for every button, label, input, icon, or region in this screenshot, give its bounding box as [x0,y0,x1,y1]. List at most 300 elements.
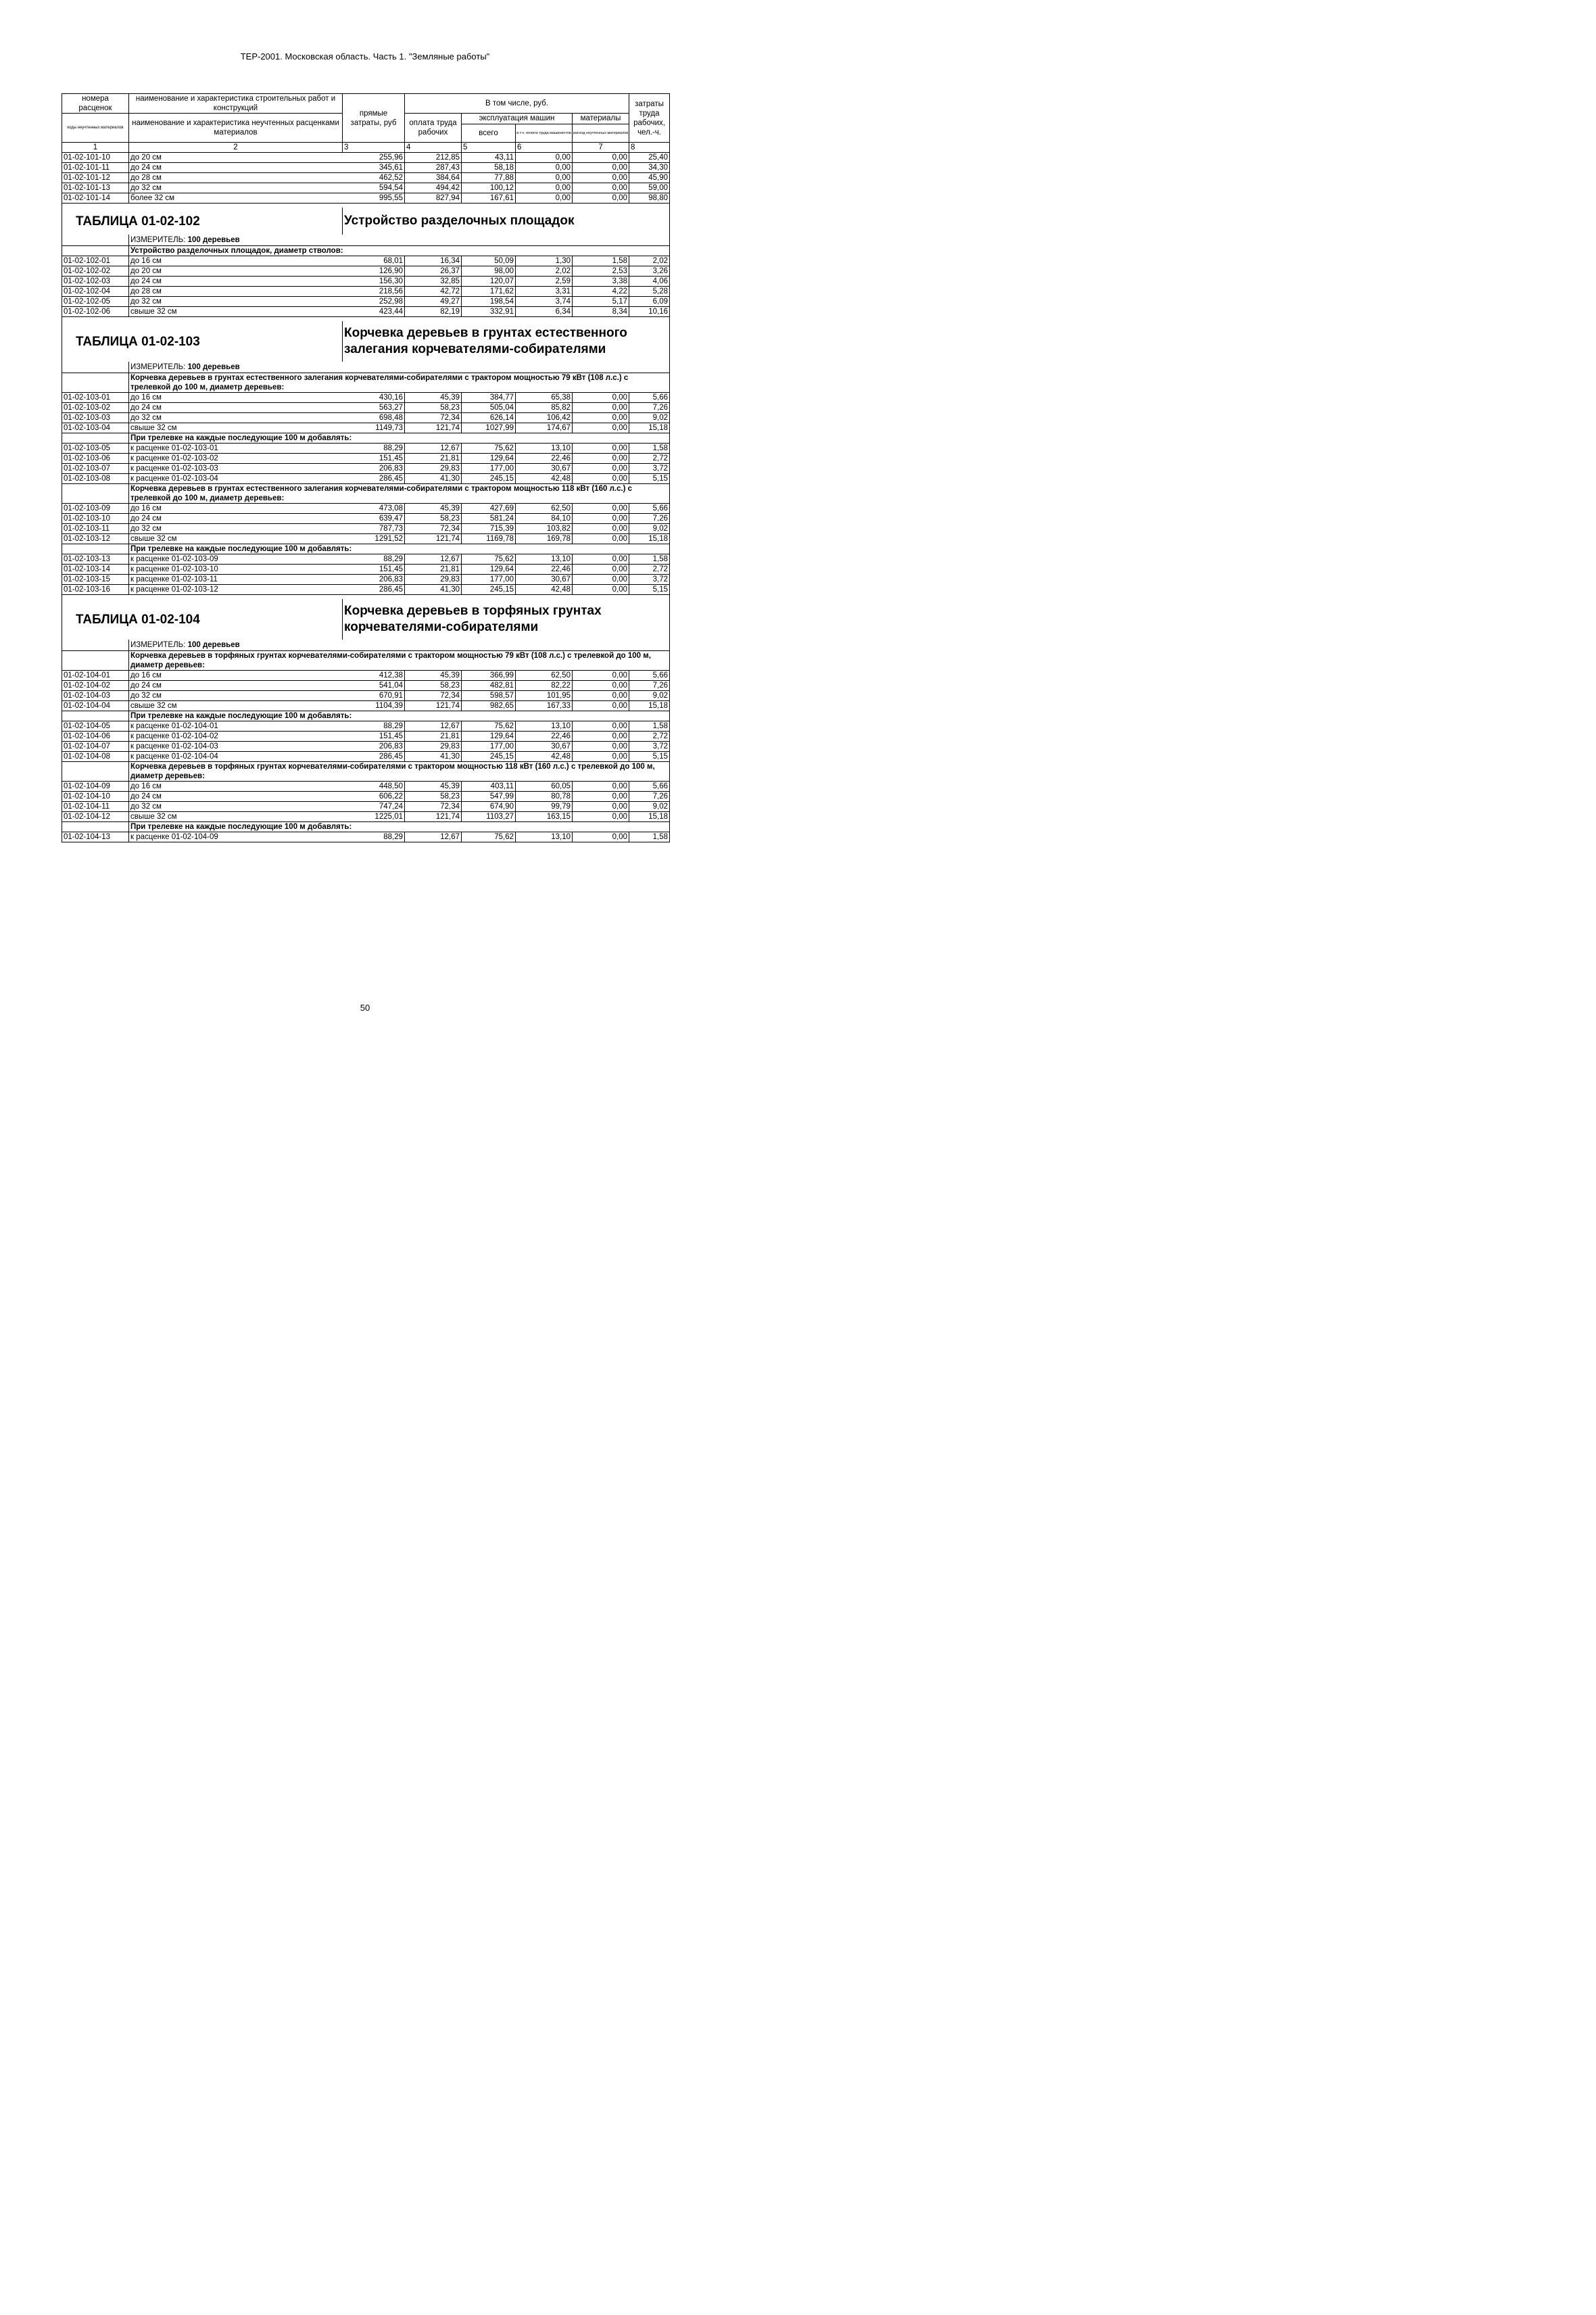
labor-pay-cell: 82,19 [405,307,462,317]
materials-cell: 0,00 [573,534,629,544]
table-row [62,163,670,173]
measure-row [62,235,670,246]
rate-name: свыше 32 см [129,701,343,711]
direct-costs-cell: 1149,73 [343,423,405,433]
labor-pay-cell: 12,67 [405,554,462,565]
rate-code: 01-02-104-06 [62,732,129,742]
table-title: Корчевка деревьев в грунтах естественного залегания корчевателями-собирателями [343,321,670,362]
table-row [62,721,670,732]
rates-table [62,93,670,842]
labor-pay-cell: 45,39 [405,671,462,681]
table-row [62,732,670,742]
machine-total-cell: 1169,78 [462,534,516,544]
machinist-pay-cell: 0,00 [516,163,573,173]
rate-name: до 32 см [129,183,343,193]
direct-costs-cell: 639,47 [343,514,405,524]
machine-total-cell: 581,24 [462,514,516,524]
labor-hours-cell: 15,18 [629,423,670,433]
machine-total-cell: 75,62 [462,444,516,454]
table-row [62,193,670,204]
group-code-blank [62,433,129,444]
machine-total-cell: 129,64 [462,732,516,742]
materials-cell: 5,17 [573,297,629,307]
group-heading: При трелевке на каждые последующие 100 м добавлять: [129,433,670,444]
header-naim2: наименование и характеристика неучтенных расценками материалов [129,114,343,143]
table-row [62,565,670,575]
labor-pay-cell: 21,81 [405,565,462,575]
measure-label: ИЗМЕРИТЕЛЬ: [130,362,186,371]
group-code-blank [62,246,129,256]
table-row [62,287,670,297]
rate-name: до 16 см [129,671,343,681]
materials-cell: 0,00 [573,173,629,183]
measure-value: 100 деревьев [187,362,240,371]
table-row [62,183,670,193]
labor-hours-cell: 3,72 [629,575,670,585]
machinist-pay-cell: 62,50 [516,671,573,681]
rate-code: 01-02-102-01 [62,256,129,266]
table-row [62,514,670,524]
materials-cell: 0,00 [573,403,629,413]
table-row [62,403,670,413]
direct-costs-cell: 286,45 [343,585,405,595]
labor-hours-cell: 5,15 [629,474,670,484]
labor-hours-cell: 6,09 [629,297,670,307]
direct-costs-cell: 698,48 [343,413,405,423]
direct-costs-cell: 252,98 [343,297,405,307]
rate-code: 01-02-103-06 [62,454,129,464]
machinist-pay-cell: 103,82 [516,524,573,534]
direct-costs-cell: 88,29 [343,554,405,565]
labor-hours-cell: 59,00 [629,183,670,193]
table-row [62,277,670,287]
materials-cell: 2,53 [573,266,629,277]
header-rashod: расход неучтенных материалов [573,130,629,135]
labor-hours-cell: 3,26 [629,266,670,277]
rates-document [62,93,669,842]
group-heading: При трелевке на каждые последующие 100 м добавлять: [129,711,670,721]
materials-cell: 0,00 [573,681,629,691]
materials-cell: 0,00 [573,454,629,464]
rate-code: 01-02-103-03 [62,413,129,423]
rate-name: к расценке 01-02-104-02 [129,732,343,742]
labor-hours-cell: 10,16 [629,307,670,317]
rate-name: до 20 см [129,153,343,163]
labor-pay-cell: 41,30 [405,474,462,484]
direct-costs-cell: 1291,52 [343,534,405,544]
labor-hours-cell: 2,72 [629,732,670,742]
machinist-pay-cell: 101,95 [516,691,573,701]
rate-name: до 24 см [129,277,343,287]
labor-pay-cell: 384,64 [405,173,462,183]
labor-pay-cell: 26,37 [405,266,462,277]
direct-costs-cell: 541,04 [343,681,405,691]
labor-hours-cell: 5,66 [629,393,670,403]
machine-total-cell: 129,64 [462,565,516,575]
group-heading-row [62,484,670,504]
labor-pay-cell: 32,85 [405,277,462,287]
labor-hours-cell: 4,06 [629,277,670,287]
rate-name: до 28 см [129,173,343,183]
materials-cell: 0,00 [573,554,629,565]
direct-costs-cell: 206,83 [343,575,405,585]
measure-value: 100 деревьев [187,235,240,244]
group-heading-row [62,373,670,393]
direct-costs-cell: 88,29 [343,832,405,842]
table-title-row [62,208,670,235]
header-num-2: 2 [129,143,343,153]
rate-name: свыше 32 см [129,423,343,433]
direct-costs-cell: 430,16 [343,393,405,403]
labor-pay-cell: 29,83 [405,464,462,474]
rate-name: до 32 см [129,691,343,701]
labor-pay-cell: 12,67 [405,721,462,732]
labor-hours-cell: 2,02 [629,256,670,266]
group-code-blank [62,373,129,393]
rate-code: 01-02-104-12 [62,812,129,822]
rate-code: 01-02-101-10 [62,153,129,163]
materials-cell: 0,00 [573,812,629,822]
rate-name: к расценке 01-02-103-11 [129,575,343,585]
machine-total-cell: 1103,27 [462,812,516,822]
direct-costs-cell: 462,52 [343,173,405,183]
rate-code: 01-02-101-11 [62,163,129,173]
table-row [62,554,670,565]
materials-cell: 0,00 [573,423,629,433]
rate-name: к расценке 01-02-103-01 [129,444,343,454]
materials-cell: 0,00 [573,504,629,514]
table-row [62,792,670,802]
labor-hours-cell: 9,02 [629,413,670,423]
labor-hours-cell: 3,72 [629,742,670,752]
group-heading: Корчевка деревьев в торфяных грунтах корчевателями-собирателями с трактором мощностью 118 кВт (160 л.с.) с трелевкой до 100 м, диаметр деревьев: [129,762,670,782]
header-vsego: всего [462,124,516,142]
labor-pay-cell: 121,74 [405,423,462,433]
measure-value: 100 деревьев [187,640,240,649]
header-num-8: 8 [629,143,670,153]
machine-total-cell: 626,14 [462,413,516,423]
rate-name: к расценке 01-02-103-10 [129,565,343,575]
labor-hours-cell: 7,26 [629,792,670,802]
labor-hours-cell: 9,02 [629,802,670,812]
rate-name: свыше 32 см [129,534,343,544]
machine-total-cell: 715,39 [462,524,516,534]
labor-hours-cell: 5,66 [629,671,670,681]
table-label: ТАБЛИЦА 01-02-103 [62,321,343,362]
header-zatraty: затраты труда рабочих, чел.-ч. [629,94,670,143]
machine-total-cell: 58,18 [462,163,516,173]
direct-costs-cell: 1225,01 [343,812,405,822]
table-row [62,681,670,691]
machinist-pay-cell: 22,46 [516,454,573,464]
measure-cell [129,235,670,246]
direct-costs-cell: 156,30 [343,277,405,287]
header-ekspl-group [462,114,573,143]
rate-code: 01-02-104-05 [62,721,129,732]
rate-code: 01-02-103-11 [62,524,129,534]
rate-code: 01-02-103-10 [62,514,129,524]
direct-costs-cell: 218,56 [343,287,405,297]
rate-code: 01-02-101-13 [62,183,129,193]
labor-hours-cell: 5,15 [629,585,670,595]
machinist-pay-cell: 22,46 [516,565,573,575]
materials-cell: 0,00 [573,802,629,812]
machinist-pay-cell: 42,48 [516,752,573,762]
labor-hours-cell: 5,66 [629,504,670,514]
table-row [62,534,670,544]
labor-pay-cell: 72,34 [405,691,462,701]
group-heading-row [62,246,670,256]
direct-costs-cell: 88,29 [343,444,405,454]
direct-costs-cell: 787,73 [343,524,405,534]
rate-code: 01-02-103-16 [62,585,129,595]
rate-name: до 24 см [129,403,343,413]
machinist-pay-cell: 0,00 [516,173,573,183]
machinist-pay-cell: 60,05 [516,782,573,792]
table-row [62,742,670,752]
machine-total-cell: 171,62 [462,287,516,297]
labor-pay-cell: 72,34 [405,413,462,423]
labor-pay-cell: 12,67 [405,444,462,454]
labor-hours-cell: 15,18 [629,701,670,711]
machinist-pay-cell: 84,10 [516,514,573,524]
machinist-pay-cell: 0,00 [516,153,573,163]
header-row-1 [62,94,670,114]
labor-hours-cell: 1,58 [629,444,670,454]
page-header: ТЕР-2001. Московская область. Часть 1. "Земляные работы" [240,51,490,62]
direct-costs-cell: 88,29 [343,721,405,732]
labor-pay-cell: 58,23 [405,403,462,413]
table-row [62,832,670,842]
materials-cell: 0,00 [573,464,629,474]
rate-code: 01-02-102-04 [62,287,129,297]
machine-total-cell: 245,15 [462,585,516,595]
labor-pay-cell: 494,42 [405,183,462,193]
labor-pay-cell: 72,34 [405,802,462,812]
machinist-pay-cell: 2,02 [516,266,573,277]
labor-hours-cell: 5,28 [629,287,670,297]
machine-total-cell: 674,90 [462,802,516,812]
table-row [62,266,670,277]
labor-hours-cell: 98,80 [629,193,670,204]
materials-cell: 0,00 [573,444,629,454]
machine-total-cell: 77,88 [462,173,516,183]
machine-total-cell: 50,09 [462,256,516,266]
measure-cell [129,362,670,373]
header-vtch: в т.ч. оплата труда машинистов [516,130,571,135]
rate-name: до 28 см [129,287,343,297]
direct-costs-cell: 286,45 [343,474,405,484]
table-row [62,454,670,464]
rate-code: 01-02-104-08 [62,752,129,762]
table-row [62,297,670,307]
table-row [62,504,670,514]
labor-pay-cell: 42,72 [405,287,462,297]
rate-code: 01-02-103-05 [62,444,129,454]
machine-total-cell: 75,62 [462,554,516,565]
rate-name: до 16 см [129,504,343,514]
machinist-pay-cell: 2,59 [516,277,573,287]
labor-pay-cell: 41,30 [405,752,462,762]
labor-pay-cell: 287,43 [405,163,462,173]
labor-hours-cell: 1,58 [629,832,670,842]
labor-hours-cell: 3,72 [629,464,670,474]
machinist-pay-cell: 13,10 [516,444,573,454]
direct-costs-cell: 412,38 [343,671,405,681]
labor-pay-cell: 29,83 [405,575,462,585]
labor-pay-cell: 29,83 [405,742,462,752]
table-row [62,575,670,585]
materials-cell: 0,00 [573,585,629,595]
group-code-blank [62,762,129,782]
direct-costs-cell: 126,90 [343,266,405,277]
materials-cell: 0,00 [573,153,629,163]
materials-cell: 0,00 [573,742,629,752]
rate-code: 01-02-104-13 [62,832,129,842]
group-heading: Устройство разделочных площадок, диаметр стволов: [129,246,670,256]
table-row [62,256,670,266]
group-heading-row [62,822,670,832]
table-title: Устройство разделочных площадок [343,208,670,235]
machinist-pay-cell: 30,67 [516,575,573,585]
table-label: ТАБЛИЦА 01-02-104 [62,599,343,640]
direct-costs-cell: 1104,39 [343,701,405,711]
materials-cell: 0,00 [573,514,629,524]
machine-total-cell: 547,99 [462,792,516,802]
labor-hours-cell: 7,26 [629,403,670,413]
table-row [62,701,670,711]
rate-code: 01-02-101-12 [62,173,129,183]
machine-total-cell: 120,07 [462,277,516,287]
direct-costs-cell: 255,96 [343,153,405,163]
rate-name: до 16 см [129,782,343,792]
materials-cell: 1,58 [573,256,629,266]
direct-costs-cell: 448,50 [343,782,405,792]
header-num-3: 3 [343,143,405,153]
direct-costs-cell: 151,45 [343,454,405,464]
direct-costs-cell: 995,55 [343,193,405,204]
rate-name: до 32 см [129,297,343,307]
materials-cell: 0,00 [573,732,629,742]
direct-costs-cell: 563,27 [343,403,405,413]
machine-total-cell: 1027,99 [462,423,516,433]
machinist-pay-cell: 169,78 [516,534,573,544]
header-num-4: 4 [405,143,462,153]
group-heading: Корчевка деревьев в торфяных грунтах корчевателями-собирателями с трактором мощностью 79 кВт (108 л.с.) с трелевкой до 100 м, диаметр деревьев: [129,651,670,671]
materials-cell: 0,00 [573,792,629,802]
machinist-pay-cell: 30,67 [516,742,573,752]
materials-cell: 0,00 [573,393,629,403]
direct-costs-cell: 68,01 [343,256,405,266]
machine-total-cell: 982,65 [462,701,516,711]
labor-pay-cell: 21,81 [405,732,462,742]
labor-hours-cell: 15,18 [629,812,670,822]
machinist-pay-cell: 0,00 [516,183,573,193]
machine-total-cell: 505,04 [462,403,516,413]
direct-costs-cell: 345,61 [343,163,405,173]
labor-pay-cell: 72,34 [405,524,462,534]
rate-code: 01-02-102-02 [62,266,129,277]
group-heading: Корчевка деревьев в грунтах естественного залегания корчевателями-собирателями с трактором мощностью 79 кВт (108 л.с.) с трелевкой до 100 м, диаметр деревьев: [129,373,670,393]
group-heading: При трелевке на каждые последующие 100 м добавлять: [129,544,670,554]
machine-total-cell: 177,00 [462,575,516,585]
machinist-pay-cell: 65,38 [516,393,573,403]
materials-cell: 0,00 [573,183,629,193]
labor-hours-cell: 9,02 [629,691,670,701]
materials-cell: 8,34 [573,307,629,317]
labor-hours-cell: 7,26 [629,514,670,524]
measure-row [62,640,670,651]
direct-costs-cell: 206,83 [343,464,405,474]
rate-name: до 24 см [129,792,343,802]
rate-name: к расценке 01-02-103-12 [129,585,343,595]
header-num-6: 6 [516,143,573,153]
rate-code: 01-02-102-03 [62,277,129,287]
rate-name: до 32 см [129,413,343,423]
machinist-pay-cell: 22,46 [516,732,573,742]
rate-name: к расценке 01-02-104-09 [129,832,343,842]
labor-pay-cell: 41,30 [405,585,462,595]
rate-name: до 20 см [129,266,343,277]
labor-pay-cell: 49,27 [405,297,462,307]
machine-total-cell: 598,57 [462,691,516,701]
labor-pay-cell: 45,39 [405,504,462,514]
machine-total-cell: 75,62 [462,721,516,732]
machine-total-cell: 427,69 [462,504,516,514]
header-kody: коды неучтенных материалов [62,114,129,143]
direct-costs-cell: 473,08 [343,504,405,514]
rate-name: к расценке 01-02-104-04 [129,752,343,762]
rates-table-body [62,94,670,842]
rate-code: 01-02-103-12 [62,534,129,544]
rate-code: 01-02-104-01 [62,671,129,681]
table-row [62,812,670,822]
table-row [62,413,670,423]
labor-pay-cell: 12,67 [405,832,462,842]
labor-pay-cell: 45,39 [405,782,462,792]
measure-code-blank [62,235,129,246]
rate-code: 01-02-104-07 [62,742,129,752]
group-code-blank [62,711,129,721]
materials-cell: 0,00 [573,575,629,585]
labor-hours-cell: 7,26 [629,681,670,691]
machinist-pay-cell: 99,79 [516,802,573,812]
rate-name: до 16 см [129,256,343,266]
direct-costs-cell: 606,22 [343,792,405,802]
rate-name: к расценке 01-02-103-03 [129,464,343,474]
rate-code: 01-02-104-10 [62,792,129,802]
table-row [62,585,670,595]
rate-name: свыше 32 см [129,812,343,822]
rate-name: до 16 см [129,393,343,403]
labor-hours-cell: 25,40 [629,153,670,163]
group-heading-row [62,651,670,671]
table-row [62,802,670,812]
machinist-pay-cell: 106,42 [516,413,573,423]
labor-pay-cell: 45,39 [405,393,462,403]
machinist-pay-cell: 13,10 [516,554,573,565]
machinist-pay-cell: 85,82 [516,403,573,413]
machine-total-cell: 98,00 [462,266,516,277]
materials-cell: 0,00 [573,701,629,711]
table-row [62,393,670,403]
rate-name: к расценке 01-02-104-03 [129,742,343,752]
labor-pay-cell: 827,94 [405,193,462,204]
machinist-pay-cell: 163,15 [516,812,573,822]
rate-code: 01-02-103-09 [62,504,129,514]
labor-hours-cell: 34,30 [629,163,670,173]
machinist-pay-cell: 13,10 [516,832,573,842]
